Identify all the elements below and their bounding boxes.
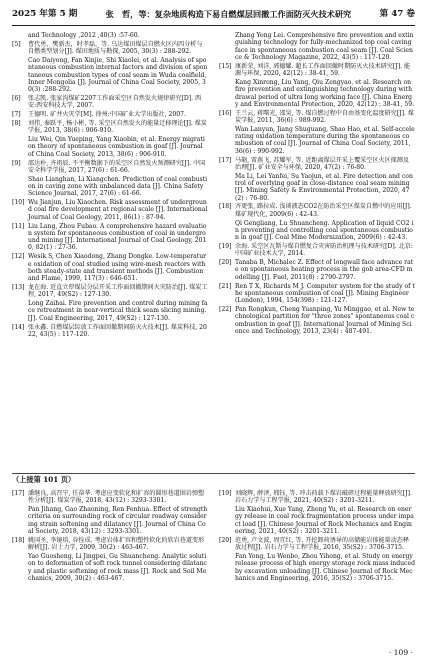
reference-number — [219, 506, 235, 535]
reference-text: Shao Lianghan, Li Xiangchen. Prediction of coal combustion in caving zone with unbalanced data [J]. China Safety Science Journal, 2017, 27(6) : 61-66. — [28, 175, 208, 198]
continued-reference-columns — [12, 490, 415, 584]
reference-item — [219, 63, 415, 78]
reference-number — [219, 553, 235, 582]
reference-text: 潘继良, 高召宁, 任奋华. 考虑应变软化和扩容的圆形巷道围岩弹塑性分析[J]. 煤炭学报, 2018, 43(12) : 3293-3301. — [28, 490, 205, 505]
reference-text: 刘伟, 秦跃平, 杨小彬, 等. 采空区自然发火的能量迁移理论[J]. 煤炭学报, 2013, 38(6) : 906-910. — [28, 119, 207, 135]
reference-item — [219, 553, 415, 582]
lower-left-reference-column — [12, 490, 208, 584]
reference-item — [219, 259, 415, 281]
reference-number: [15] — [219, 62, 232, 70]
reference-item — [12, 32, 208, 39]
reference-text: 张永鑫. 自燃煤层综放工作面回撤期间防灭火技术[J]. 煤炭科技, 2022, 43(5) : 117-120. — [28, 323, 207, 338]
reference-text: 刘晓辉, 薛泽, 邢钰, 等. 冲击荷载下煤岩破碎过程能量释放研究[J]. 岩石力学与工程学报, 2021, 40(S2) : 3201-3211. — [235, 490, 412, 505]
reference-item — [12, 506, 208, 535]
reference-number: [21] — [219, 282, 232, 290]
reference-text: 王兰云, 蒋曙光, 邵昊, 等. 煤自燃过程中自由基变化温度研究[J]. 煤炭学报, 2011, 36(6) : 989-992. — [235, 109, 414, 124]
reference-number — [12, 176, 28, 198]
reference-text: 余海. 采空区瓦斯与煤自燃复合灾害防治机理与技术研究[D]. 北京: 中国矿业技术大学, 2014. — [235, 242, 413, 258]
issue-label: 2025 年第 5 期 — [12, 9, 78, 20]
reference-item — [12, 223, 208, 252]
reference-text: Liu Wei, Qin Yueping, Yang Xiaobin, et al. Energy migration theory of spontaneous combustion in goaf [J]. Journal of China Coal Society, 2013, 38(6) : 906-910. — [28, 136, 205, 158]
reference-text: 邵达朴, 齐祖辰. 不平衡数据下的采空区自然发火预测研究[J]. 中国安全科学学报, 2017, 27(6) : 61-66. — [28, 159, 206, 174]
reference-number — [219, 173, 235, 202]
reference-text: Wesik S, Chen Xiaodong, Zhang Dongke. Low-temperature oxidation of coal studied using wire-mesh reactors with both steady-state and transient methods [J]. Combustion and Flame, 1999, 117(3) : 646-651. — [28, 253, 207, 283]
reference-number: [18] — [12, 536, 25, 544]
reference-text: 姚国圣, 李镜培, 谷拴成. 考虑岩体扩容和塑性软化的软岩巷道变形解析[J]. 岩土力学, 2009, 30(2) : 463-467. — [28, 536, 205, 552]
reference-item — [12, 111, 208, 118]
reference-text: 康新荣, 刘洋, 郭德耀. 超长工作面回撤时期防灭火技术研究[J]. 能源与环保, 2020, 42(12) : 38-41, 59. — [235, 62, 411, 78]
reference-text: 龙在海. 近直立厚煤层分层开采工作面回撤期间火灾防治[J]. 煤炭工程, 2017, 49(S2) : 127-130. — [28, 284, 208, 299]
reference-number: [19] — [219, 242, 232, 250]
reference-text: Ma Li, Lei Yanfei, Su Yaojun, et al. Fire detection and control of overlying goaf in close-distance coal seam mining [J]. Mining Safety & Environmental Protection, 2020, 47(2) : 76-80. — [235, 172, 413, 202]
reference-item — [12, 553, 208, 582]
lower-right-reference-column — [219, 490, 415, 584]
reference-number: [11] — [12, 222, 25, 230]
reference-text: Qi Gengliang, Lu Shuancheng. Application of liquid CO2 in preventing and controlling coal spontaneous combustion in goaf [J]. Coal Mine Modernization, 2009(6) : 42-43. — [235, 219, 414, 242]
reference-item — [219, 283, 415, 305]
reference-item — [12, 253, 208, 282]
reference-number: [5] — [12, 40, 21, 48]
reference-number — [12, 57, 28, 94]
reference-number: [17] — [219, 156, 232, 164]
reference-item — [12, 57, 208, 94]
reference-number — [219, 126, 235, 155]
reference-number — [12, 553, 28, 582]
reference-text: Long Zaihai. Fire prevention and control during mining face retreatment in near-vertical thick seam slicing mining. [J]. Coal Engineering, 2017, 49(S2) : 127-130. — [28, 300, 208, 322]
reference-item — [219, 173, 415, 202]
reference-item — [219, 506, 415, 535]
reference-number — [219, 32, 235, 61]
reference-item — [12, 136, 208, 158]
reference-text: Pan Jihang, Gao Zhaoning, Ren Fenhua. Effect of strength criteria on surrounding rock of circular roadway considering strain softening and dilatancy [J]. Journal of China Coal Society, 2018, 43(12) : 3293-3301. — [28, 506, 208, 536]
reference-number: [20] — [219, 259, 232, 267]
reference-item — [12, 300, 208, 322]
reference-text: Tanaba B, Michalec Z. Effect of longwall face advance rate on spontaneous heating process in the gob area-CFD modelling [J]. Fuel, 2011(8) : 2790-2797. — [235, 259, 414, 281]
reference-item — [12, 490, 208, 505]
reference-number: [7] — [12, 111, 21, 119]
reference-number: [10] — [12, 199, 25, 207]
page-number: · 109 · — [388, 647, 413, 657]
reference-item — [12, 95, 208, 110]
reference-number — [219, 220, 235, 242]
reference-item — [219, 157, 415, 172]
reference-text: Wan Lanyun, Jiang Shuguang, Shao Hao, et al. Self-accelerating oxidation temperature during the spontaneous combustion of coal [J]. Journal of China Coal Society, 2011, 36(6) : 990-992. — [235, 125, 415, 155]
reference-text: Pan Rongkun, Cheng Yuanping, Yu Minggao, et al. New technological partition for "three zones" spontaneous coal combustion in goaf [J]. International Journal of Mining Science and Technology, 2013, 23(4) : 487-491. — [235, 305, 415, 335]
reference-item — [219, 490, 415, 505]
reference-text: 马砺, 雷燕飞, 苏耀军, 等. 近距离煤层开采上覆采空区火区探测及治理[J]. 矿业安全与环保, 2020, 47(2) : 76-80. — [235, 156, 409, 171]
reference-text: Cao Daiyong, Fan Xinjie, Shi Xiaolei, et al. Analysis of spontaneous combustion internal factors and division of spontaneous combustion types of coal seam in Wuda coalfield, Inner Mongolia [J]. Journal of China Coal Society, 2005, 30(3) :288-292. — [28, 56, 208, 94]
reference-text: 曹代勇，樊新杰，时孝磊，等. 乌达煤田煤层自燃火区内四分析与自燃类型划分[J]. 煤田地质与勘探, 2005, 30(3) : 288-292. — [28, 40, 203, 56]
reference-number — [12, 506, 28, 535]
reference-item — [12, 41, 208, 56]
reference-number: [8] — [12, 119, 21, 127]
reference-item — [219, 220, 415, 242]
reference-item — [12, 324, 208, 339]
reference-item — [12, 284, 208, 299]
page-header — [12, 4, 415, 26]
reference-item — [219, 306, 415, 335]
reference-number — [12, 136, 28, 158]
reference-item — [219, 126, 415, 155]
running-title: 张 哲，等：复杂地质构造下易自燃煤层回撤工作面防灭火技术研究 — [105, 8, 352, 19]
reference-number: [17] — [12, 490, 25, 497]
reference-number — [12, 300, 28, 322]
section-divider — [12, 473, 415, 474]
reference-text: Yao Guosheng, Li Jingpei, Gu Shuancheng. Analytic solution to deformation of soft rock tunnel considering dilatancy and plastic softening of rock mass [J]. Rock and Soil Mechanics, 2009, 30(2) : 463-467. — [28, 553, 207, 582]
reference-text: 王德明. 矿井火灾学[M]. 徐州:中国矿业大学出版社, 2007. — [28, 111, 186, 119]
reference-text: 齐更张, 路拉成. 浅谈液态CO2在防治采空区煤炭自燃中的应用[J]. 煤矿现代化, 2009(6) : 42-43. — [235, 203, 412, 218]
reference-text: 范勇, 卢文波, 周宜红, 等. 开挖卸荷诱导的高储能岩体能量动态释放过程[J]. 岩石力学与工程学报, 2016, 35(S2) : 3706-3715. — [235, 536, 409, 552]
reference-number: [13] — [12, 284, 25, 291]
reference-number — [219, 79, 235, 108]
reference-text: Liu Xiaohui, Xue Yang, Zheng Yu, et al. Research on energy release in coal rock fragmentation process under impact load [J]. Chinese Journal of Rock Mechanics and Engineering, 2021, 40(S2) : 3201-3211. — [235, 506, 414, 536]
reference-number: [22] — [219, 305, 232, 313]
reference-number: [16] — [219, 109, 232, 117]
reference-text: Fan Yong, Lu Wenbo, Zhou Yihong, et al. Study on energy release process of high energy storage rock mass induced by excavation unloading [J]. Chinese Journal of Rock Mechanics and Engineering, 2016, 35(S2) : 3706-3715. — [235, 553, 415, 582]
reference-item — [219, 32, 415, 61]
right-reference-column — [219, 32, 415, 340]
continuation-label: （上接第 101 页） — [12, 475, 76, 484]
reference-item — [12, 176, 208, 198]
reference-number: [20] — [219, 536, 232, 544]
reference-item — [219, 203, 415, 218]
reference-text: Wu Jianjun, Liu Xiaochen. Risk assessment of underground coal fire development at regional scale [J]. International Journal of Coal Geology, 2011, 86(1) : 87-94. — [28, 199, 208, 221]
reference-number: [9] — [12, 159, 21, 167]
reference-text: 张志凯. 张家沟煤矿2207工作面采空区自然发火规律研究[D]. 西安:西安科技大学, 2007. — [28, 95, 202, 110]
reference-text: Ren T X, Richards M J. Computer system for the study of the spontaneous combustion of coal [J]. Mining Engineer (London), 1994, 154(398) : 121-127. — [235, 282, 415, 305]
reference-number: [6] — [12, 95, 21, 102]
reference-text: Liu Lang, Zhou Fubao. A comprehensive hazard evaluation system for spontaneous combustion of coal in underground mining [J]. International Journal of Coal Geology, 2010, 82(1) : 27-36. — [28, 222, 207, 252]
left-reference-column — [12, 32, 208, 340]
reference-text: Zhang Yong Lei. Comprehensive fire prevention and extinguishing technology for fully-mechanized top coal caving face in spontaneous combustion coal seam [J]. Coal Science & Technology Magazine, 2022, 43(5) : 117-120. — [235, 32, 414, 61]
reference-number: [14] — [12, 323, 25, 331]
reference-number: [12] — [12, 253, 25, 261]
reference-item — [219, 537, 415, 552]
volume-label: 第 47 卷 — [379, 9, 415, 20]
reference-item — [12, 537, 208, 552]
reference-number: [18] — [219, 203, 232, 211]
reference-item — [219, 243, 415, 258]
reference-item — [219, 79, 415, 108]
reference-item — [12, 199, 208, 221]
reference-item — [219, 110, 415, 125]
reference-columns — [12, 32, 415, 340]
reference-item — [12, 160, 208, 175]
reference-item — [12, 120, 208, 135]
reference-text: and Technology ,2012 ,40(3) :57-60. — [28, 32, 140, 39]
reference-number: [19] — [219, 490, 232, 497]
reference-number — [12, 32, 28, 39]
reference-text: Kang Xinrong, Liu Yang, Qiu Zengyao, et al. Research on fire prevention and extinguishing technology during withdrawal period of ultra long working face [J]. China Energy and Environmental Protection, 2020, 42(12) : 38-41, 59. — [235, 78, 415, 108]
